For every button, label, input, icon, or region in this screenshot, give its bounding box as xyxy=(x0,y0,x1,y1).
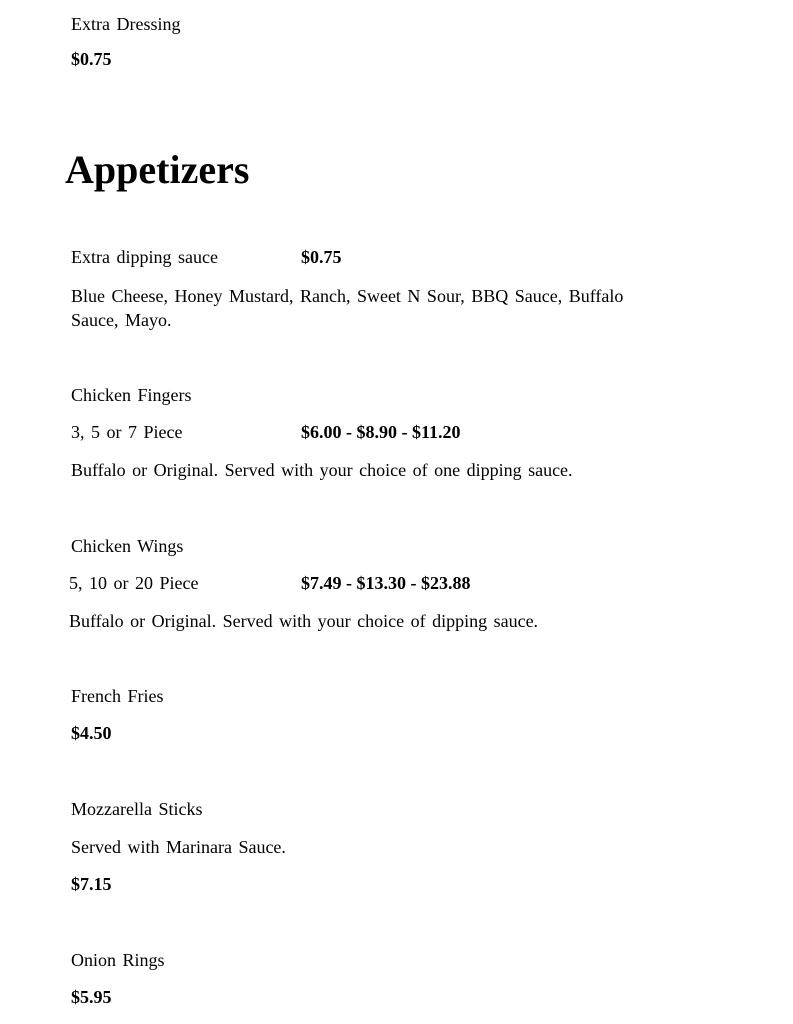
dipping-sauce-name: Extra dipping sauce xyxy=(71,247,218,267)
mozzarella-sticks-name: Mozzarella Sticks xyxy=(71,799,203,819)
chicken-wings-size: 5, 10 or 20 Piece xyxy=(69,573,199,593)
chicken-wings-name: Chicken Wings xyxy=(71,536,184,556)
chicken-fingers-description: Buffalo or Original. Served with your choice of one dipping sauce. xyxy=(71,460,573,480)
mozzarella-sticks-description: Served with Marinara Sauce. xyxy=(71,837,286,857)
dipping-sauce-description: Blue Cheese, Honey Mustard, Ranch, Sweet N Sour, BBQ Sauce, Buffalo Sauce, Mayo. xyxy=(71,286,624,330)
dipping-sauce-price: $0.75 xyxy=(301,247,342,267)
chicken-fingers-name: Chicken Fingers xyxy=(71,385,192,405)
chicken-fingers-price: $6.00 - $8.90 - $11.20 xyxy=(301,422,461,442)
chicken-wings-price: $7.49 - $13.30 - $23.88 xyxy=(301,573,471,593)
extra-dressing-name: Extra Dressing xyxy=(71,14,181,34)
extra-dressing-price: $0.75 xyxy=(71,49,112,69)
mozzarella-sticks-price: $7.15 xyxy=(71,874,112,894)
french-fries-name: French Fries xyxy=(71,686,164,706)
onion-rings-price: $5.95 xyxy=(71,987,112,1007)
french-fries-price: $4.50 xyxy=(71,723,112,743)
chicken-wings-description: Buffalo or Original. Served with your choice of dipping sauce. xyxy=(69,611,539,631)
chicken-fingers-size: 3, 5 or 7 Piece xyxy=(71,422,183,442)
onion-rings-name: Onion Rings xyxy=(71,950,165,970)
section-title-appetizers: Appetizers xyxy=(65,147,250,192)
